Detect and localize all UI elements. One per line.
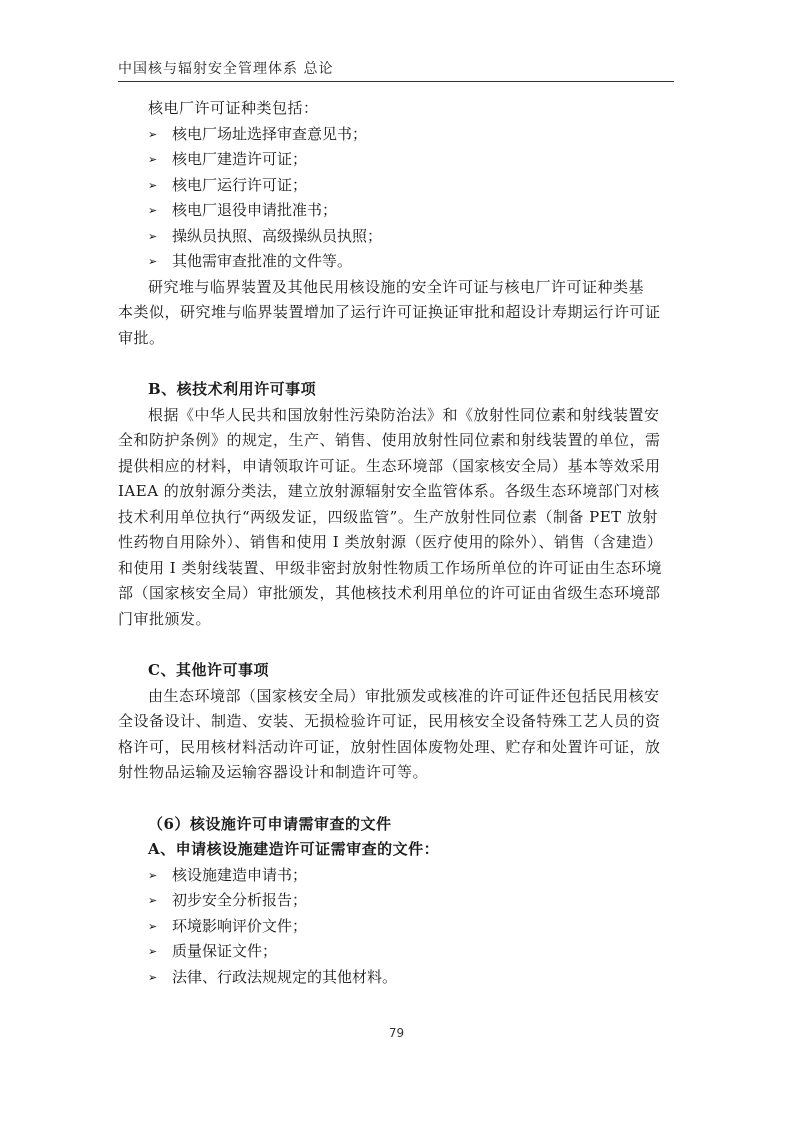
page-body: [118, 96, 674, 990]
paragraph-line: 格许可，民用核材料活动许可证，放射性固体废物处理、贮存和处置许可证，放: [118, 737, 661, 756]
list-item: [118, 914, 674, 940]
list-item: [118, 147, 674, 173]
list-item-text: 其他需审查批准的文件等。: [172, 252, 353, 270]
arrow-bullet-icon: ➢: [148, 153, 158, 166]
paragraph-line: 和使用 I 类射线装置、甲级非密封放射性物质工作场所单位的许可证由生态环境: [118, 558, 662, 577]
arrow-bullet-icon: ➢: [148, 919, 158, 933]
list-item-text: 核电厂运行许可证；: [172, 175, 308, 194]
list-item: [118, 173, 674, 199]
paragraph-line: 技术利用单位执行“两级发证，四级监管”。生产放射性同位素（制备 PET 放射: [118, 507, 658, 526]
list-item: [118, 888, 674, 914]
list-item: [118, 224, 674, 250]
arrow-bullet-icon: ➢: [148, 204, 158, 217]
arrow-bullet-icon: ➢: [148, 255, 158, 268]
paragraph-line: 由生态环境部（国家核安全局）审批颁发或核准的许可证件还包括民用核安: [148, 686, 660, 705]
paragraph-line: IAEA 的放射源分类法，建立放射源辐射安全监管体系。各级生态环境部门对核: [118, 482, 660, 500]
license-types-intro: 核电厂许可证种类包括：: [148, 99, 319, 117]
list-item-text: 质量保证文件；: [172, 942, 278, 960]
list-item-text: 初步安全分析报告；: [172, 891, 308, 909]
paragraph-line: 研究堆与临界装置及其他民用核设施的安全许可证与核电厂许可证种类基: [148, 277, 645, 296]
arrow-bullet-icon: ➢: [148, 970, 158, 984]
list-item-text: 操纵员执照、高级操纵员执照；: [172, 226, 383, 245]
header-divider: [118, 81, 674, 82]
arrow-bullet-icon: ➢: [148, 229, 158, 243]
paragraph-line: 根据《中华人民共和国放射性污染防治法》和《放射性同位素和射线装置安: [148, 405, 660, 424]
running-header: 中国核与辐射安全管理体系 总论: [118, 61, 334, 77]
paragraph-line: 全设备设计、制造、安装、无损检验许可证，民用核安全设备特殊工艺人员的资: [118, 712, 661, 730]
arrow-bullet-icon: ➢: [148, 868, 158, 882]
paragraph-line: 性药物自用除外）、销售和使用 I 类放射源（医疗使用的除外）、销售（含建造）: [118, 533, 663, 551]
arrow-bullet-icon: ➢: [148, 894, 158, 907]
paragraph-line: 射性物品运输及运输容器设计和制造许可等。: [118, 763, 429, 781]
section-heading: C、其他许可事项: [148, 661, 269, 679]
arrow-bullet-icon: ➢: [148, 178, 158, 192]
paragraph-line: 全和防护条例》的规定，生产、销售、使用放射性同位素和射线装置的单位，需: [118, 431, 661, 449]
page-number: 79: [388, 1026, 405, 1040]
paragraph-line: 部（国家核安全局）审批颁发，其他核技术利用单位的许可证由省级生态环境部: [118, 584, 661, 602]
list-item-text: 核电厂场址选择审查意见书；: [172, 124, 368, 143]
list-item: [118, 939, 674, 965]
list-item-text: 核电厂建造许可证；: [172, 150, 308, 168]
section-heading: B、核技术利用许可事项: [148, 380, 317, 398]
list-item: [118, 122, 674, 148]
paragraph-line: 门审批颁发。: [118, 609, 212, 628]
list-item-text: 环境影响评价文件；: [172, 916, 308, 935]
list-item: [118, 249, 674, 275]
list-item: [118, 965, 674, 991]
paragraph-line: 提供相应的材料，申请领取许可证。生态环境部（国家核安全局）基本等效采用: [118, 456, 661, 475]
list-item-text: 核设施建造申请书；: [172, 865, 308, 884]
arrow-bullet-icon: ➢: [148, 945, 158, 958]
paragraph-line: 审批。: [118, 328, 165, 347]
section-heading: （6）核设施许可申请需审查的文件: [148, 814, 392, 833]
arrow-bullet-icon: ➢: [148, 127, 158, 141]
list-item: [118, 198, 674, 224]
list-item-text: 核电厂退役申请批准书；: [172, 201, 338, 219]
subsection-heading: A、申请核设施建造许可证需审查的文件：: [148, 840, 440, 858]
list-item: [118, 863, 674, 889]
paragraph-line: 本类似，研究堆与临界装置增加了运行许可证换证审批和超设计寿期运行许可证: [118, 303, 661, 321]
list-item-text: 法律、行政法规规定的其他材料。: [172, 967, 398, 986]
